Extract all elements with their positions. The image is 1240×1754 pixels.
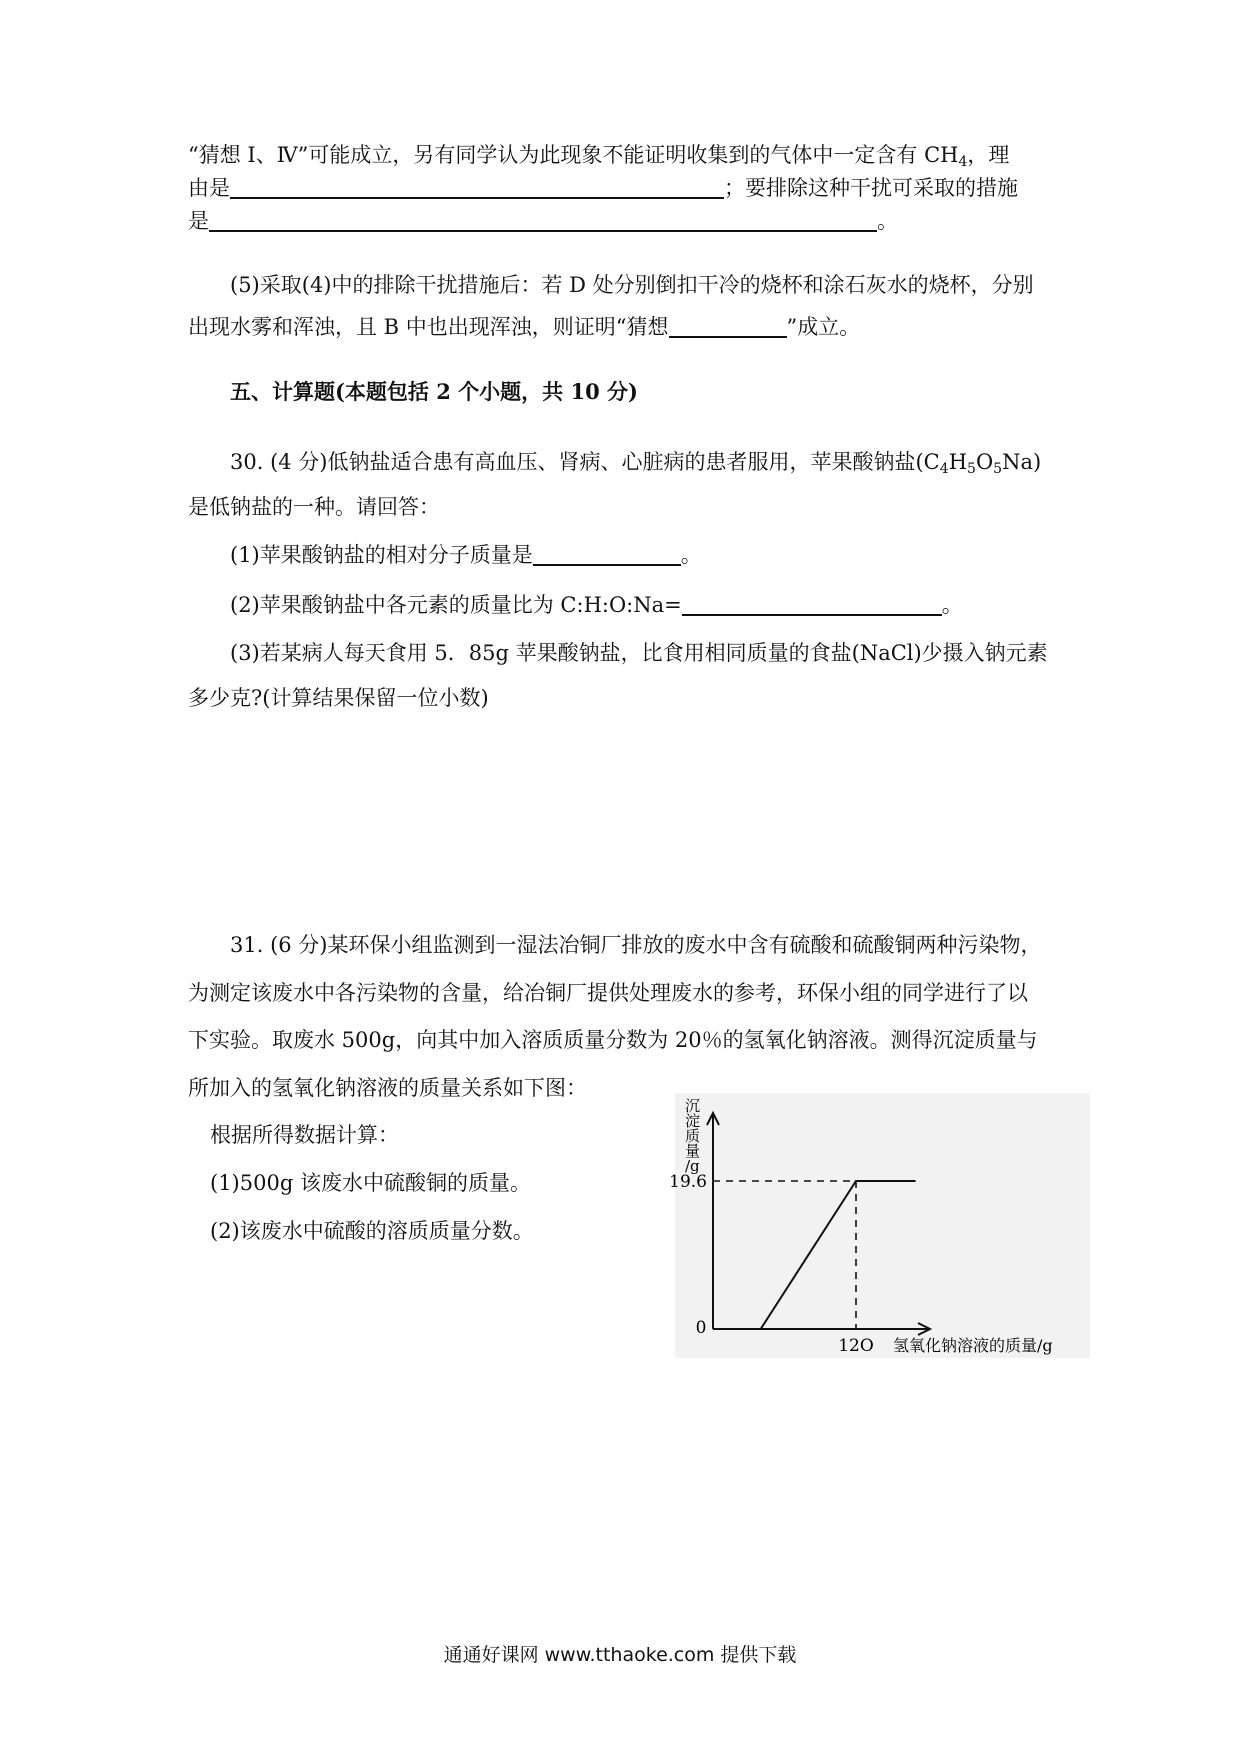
- q29-line-2-start: 由是: [188, 176, 230, 200]
- y-tick-label: 19.6: [669, 1172, 707, 1192]
- formula-o: O: [975, 450, 994, 474]
- formula-sub-h: 5: [967, 461, 976, 477]
- q31-part-1: (1)500g 该废水中硫酸铜的质量。: [210, 1171, 531, 1195]
- q29-line-3-end: 。: [877, 209, 898, 233]
- q31-line-2: 为测定该废水中各污染物的含量，给冶铜厂提供处理废水的参考，环保小组的同学进行了以: [188, 981, 1028, 1005]
- x-axis-label: 氢氧化钠溶液的质量/g: [893, 1336, 1053, 1355]
- q30-part-1-end: 。: [680, 543, 702, 567]
- q29-line-2-end: ；要排除这种干扰可采取的措施: [724, 176, 1018, 200]
- q31-line-3: 下实验。取废水 500g，向其中加入溶质质量分数为 20％的氢氧化钠溶液。测得沉淀质量与: [188, 1028, 1038, 1052]
- precipitate-series-line: [761, 1181, 916, 1329]
- y-axis-label-char: /g: [685, 1157, 700, 1175]
- chart-svg: [669, 1093, 1090, 1358]
- y-axis-label-char: 沉: [685, 1097, 701, 1115]
- q29-line-1-end: ，理: [967, 143, 1010, 167]
- y-axis-label-char: 淀: [685, 1112, 701, 1130]
- q31-part-2: (2)该废水中硫酸的溶质质量分数。: [210, 1219, 534, 1243]
- y-axis-label: [685, 1097, 700, 1175]
- page-footer: 通通好课网 www.tthaoke.com 提供下载: [443, 1644, 797, 1666]
- q29-line-3: [188, 206, 898, 236]
- q30-part-3-line-1: (3)若某病人每天食用 5．85g 苹果酸钠盐，比食用相同质量的食盐(NaCl)少摄入钠元素: [230, 641, 1048, 665]
- y-axis-label-char: 质: [685, 1127, 701, 1145]
- q29-p5-line-2-start: 出现水雾和浑浊，且 B 中也出现浑浊，则证明“猜想: [188, 315, 669, 339]
- q30-part-2-end: 。: [941, 593, 963, 617]
- section-5-title: 五、计算题(本题包括 2 个小题，共 10 分): [230, 379, 638, 404]
- q29-line-1-text: “猜想 I、Ⅳ”可能成立，另有同学认为此现象不能证明收集到的气体中一定含有 CH: [188, 143, 959, 167]
- q30-line-1: [230, 447, 1041, 477]
- q31-calc-intro: 根据所得数据计算：: [210, 1123, 399, 1147]
- q30-part-1-text: (1)苹果酸钠盐的相对分子质量是: [230, 543, 533, 567]
- q30-line-2: 是低钠盐的一种。请回答：: [188, 495, 440, 519]
- y-axis-label-char: 量: [685, 1142, 701, 1160]
- q30-part-3-line-2: 多少克?(计算结果保留一位小数): [188, 686, 489, 710]
- guess-blank[interactable]: [669, 314, 787, 338]
- origin-label: 0: [695, 1318, 707, 1338]
- formula-sub-c: 4: [939, 461, 949, 477]
- q31-line-1: 31. (6 分)某环保小组监测到一湿法冶铜厂排放的废水中含有硫酸和硫酸铜两种污染物，: [230, 933, 1042, 957]
- reason-blank[interactable]: [230, 175, 724, 199]
- q30-part-1: [230, 540, 702, 570]
- measure-blank[interactable]: [209, 208, 877, 232]
- q30-part-2-text: (2)苹果酸钠盐中各元素的质量比为 C:H:O:Na=: [230, 593, 682, 617]
- ch4-subscript: 4: [958, 154, 968, 170]
- mass-ratio-blank[interactable]: [682, 592, 942, 616]
- formula-h: H: [948, 450, 968, 474]
- formula-tail: Na): [1002, 450, 1042, 474]
- q30-line-1-text: 30. (4 分)低钠盐适合患有高血压、肾病、心脏病的患者服用，苹果酸钠盐(C: [230, 450, 940, 474]
- q31-line-4: 所加入的氢氧化钠溶液的质量关系如下图：: [188, 1076, 587, 1100]
- formula-sub-o: 5: [993, 461, 1003, 477]
- q29-line-1: [188, 140, 1009, 170]
- molecular-mass-blank[interactable]: [533, 542, 681, 566]
- q29-p5-line-2: [188, 312, 860, 342]
- q29-line-2: [188, 173, 1018, 203]
- q29-line-3-start: 是: [188, 209, 209, 233]
- precipitate-chart: [669, 1093, 1090, 1358]
- q29-p5-line-1: (5)采取(4)中的排除干扰措施后：若 D 处分别倒扣干冷的烧杯和涂石灰水的烧杯，分别: [230, 273, 1034, 297]
- q30-part-2: [230, 590, 963, 620]
- x-tick-label: 12O: [838, 1336, 874, 1356]
- q29-p5-line-2-end: ”成立。: [786, 315, 861, 339]
